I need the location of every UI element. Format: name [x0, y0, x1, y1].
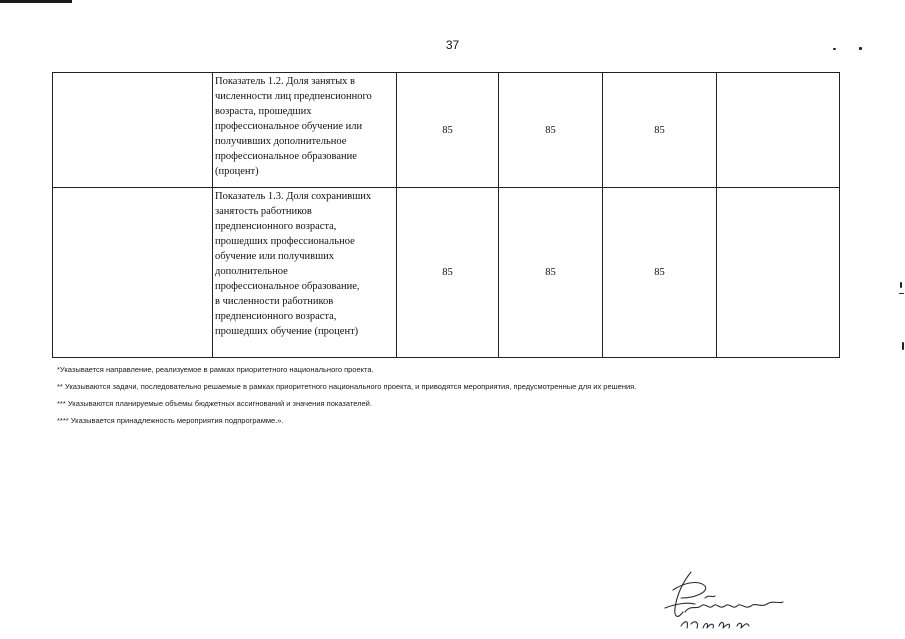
footnote: ** Указываются задачи, последовательно решаемые в рамках приоритетного национального проекта, и приводятся мероприятия, предусмотренные для их решения.	[57, 382, 637, 391]
scan-artifact	[899, 293, 904, 294]
value-cell: 85	[603, 188, 717, 358]
scan-corner-mark	[0, 0, 72, 3]
footnote: **** Указывается принадлежность мероприятия подпрограмме.».	[57, 416, 284, 425]
footnotes	[57, 363, 636, 431]
value-cell: 85	[603, 73, 717, 188]
scan-artifact	[902, 342, 904, 350]
footnote: *** Указываются планируемые объемы бюджетных ассигнований и значения показателей.	[57, 399, 372, 408]
value-cell: 85	[499, 188, 603, 358]
direction-cell	[53, 188, 213, 358]
value-cell: 85	[397, 188, 499, 358]
indicator-name-cell: Показатель 1.3. Доля сохранивших занятость работников предпенсионного возраста, прошедших профессиональное обучение или получивших дополнительное профессиональное образование, в численности работников предпенсионного возраста, прошедших обучение (процент)	[213, 188, 397, 358]
scan-artifact	[859, 47, 862, 50]
value-cell: 85	[499, 73, 603, 188]
indicator-name-cell: Показатель 1.2. Доля занятых в численности лиц предпенсионного возраста, прошедших профессиональное обучение или получивших дополнительное профессиональное образование (процент)	[213, 73, 397, 188]
handwritten-signature	[655, 568, 795, 634]
table-row	[53, 73, 840, 188]
empty-cell	[717, 188, 840, 358]
page-number: 37	[445, 38, 460, 52]
indicators-table	[52, 72, 840, 358]
value-cell: 85	[397, 73, 499, 188]
scan-artifact	[833, 48, 836, 50]
footnote: *Указывается направление, реализуемое в рамках приоритетного национального проекта.	[57, 365, 374, 374]
empty-cell	[717, 73, 840, 188]
direction-cell	[53, 73, 213, 188]
scan-artifact	[900, 282, 902, 288]
table-row	[53, 188, 840, 358]
